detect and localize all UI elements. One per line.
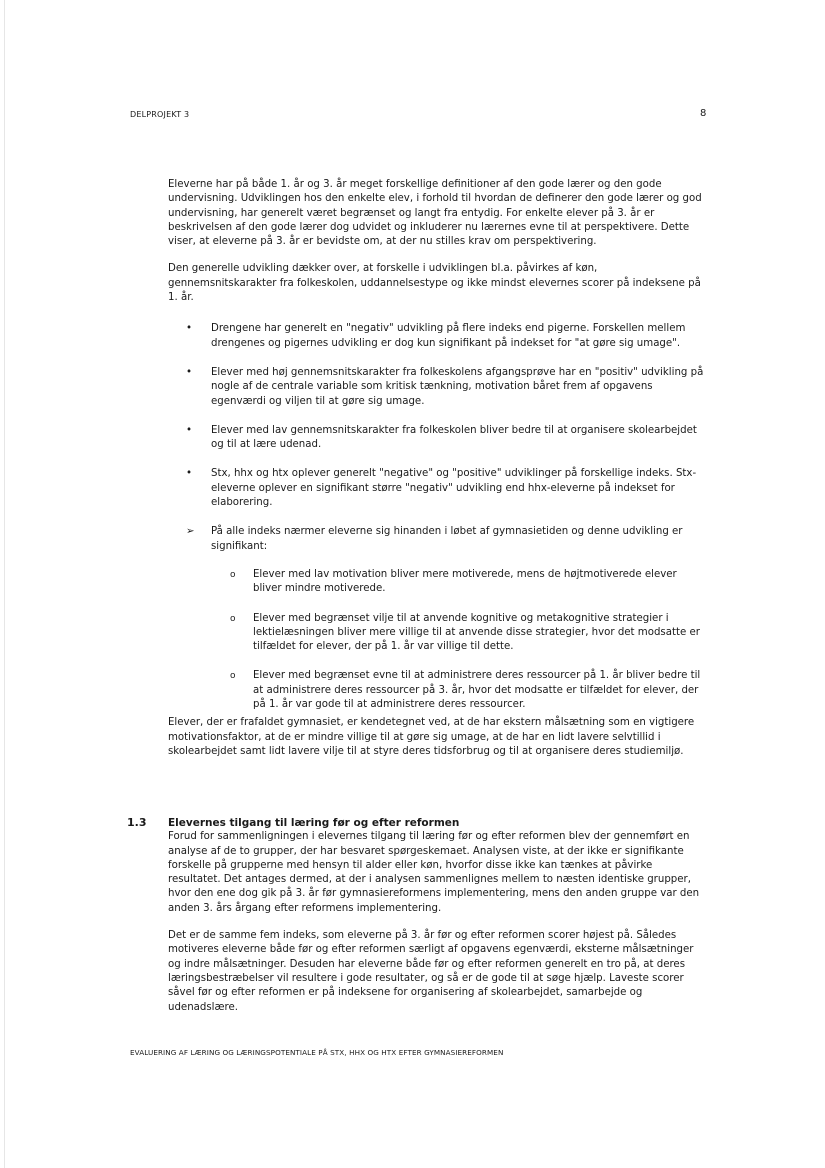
circle-bullet-icon: o <box>230 671 236 682</box>
sub-list-item <box>168 612 704 655</box>
running-footer: EVALUERING AF LÆRING OG LÆRINGSPOTENTIALE PÅ STX, HHX OG HTX EFTER GYMNASIEREFORMEN <box>130 1048 504 1057</box>
list-item-text: Drengene har generelt en "negativ" udvikling på flere indeks end pigerne. Forskellen mellem drengenes og pigernes udvikling er dog kun signifikant på indekset for "at gøre sig umage". <box>211 323 686 349</box>
arrow-bullet-icon: ➢ <box>186 526 195 538</box>
list-item-text: Elever med lav gennemsnitskarakter fra folkeskolen bliver bedre til at organisere skolearbejdet og til at lære udenad. <box>211 424 697 451</box>
list-item <box>168 467 704 510</box>
list-item <box>168 424 704 453</box>
running-header: DELPROJEKT 3 <box>130 110 190 119</box>
list-item <box>168 525 704 554</box>
list-item <box>168 322 704 351</box>
intro-paragraph-1: Eleverne har på både 1. år og 3. år meget forskellige definitioner af den gode lærer og den gode undervisning. Udviklingen hos den enkelte elev, i forhold til hvordan de definerer den gode lærer og god undervisning, har generelt været begrænset og langt fra entydig. For enkelte elever på 3. år er beskrivelsen af den gode lærer dog udvidet og inkluderer nu lærernes evne til at perspektivere. Dette viser, at eleverne på 3. år er bevidste om, at der nu stilles krav om perspektivering. <box>168 179 702 248</box>
section-number: 1.3 <box>127 816 147 829</box>
sub-findings-list <box>168 568 704 712</box>
circle-bullet-icon: o <box>230 569 236 580</box>
scan-edge-line <box>4 0 5 1168</box>
list-item-text: Elever med høj gennemsnitskarakter fra folkeskolens afgangsprøve har en "positiv" udvikling på nogle af de centrale variable som kritisk tænkning, motivation båret frem af opgavens egenværdi og viljen til at gøre sig umage. <box>211 366 704 407</box>
section-paragraph-1: Forud for sammenligningen i elevernes tilgang til læring før og efter reformen blev der gennemført en analyse af de to grupper, der har besvaret spørgeskemaet. Analysen viste, at der ikke er signifikante forskelle på grupperne med hensyn til alder eller køn, hvorfor disse ikke kan tænkes at påvirke resultatet. Det antages dermed, at der i analysen sammenlignes mellem to næsten identiske grupper, hvor den ene dog gik på 3. år før gymnasiereformens implementering, mens den anden gruppe var den anden 3. års årgang efter reformens implementering. <box>168 831 700 914</box>
list-item <box>168 366 704 409</box>
sub-list-item <box>168 669 704 712</box>
bullet-marker: • <box>186 323 193 335</box>
bullet-marker: • <box>186 468 193 480</box>
page-number: 8 <box>700 108 707 119</box>
sub-list-item <box>168 568 704 597</box>
section-title: Elevernes tilgang til læring før og efter reformen <box>168 817 460 829</box>
closing-paragraph: Elever, der er frafaldet gymnasiet, er kendetegnet ved, at de har ekstern målsætning som en vigtigere motivationsfaktor, at de er mindre villige til at gøre sig umage, at de har en lidt lavere selvtillid i skolearbejdet samt lidt lavere vilje til at styre deres tidsforbrug og til at organisere deres studiemiljø. <box>168 717 695 757</box>
findings-list <box>168 322 704 554</box>
bullet-marker: • <box>186 424 193 436</box>
list-item-text: På alle indeks nærmer eleverne sig hinanden i løbet af gymnasietiden og denne udvikling er signifikant: <box>211 526 683 552</box>
sub-list-item-text: Elever med lav motivation bliver mere motiverede, mens de højtmotiverede elever bliver mindre motiverede. <box>253 568 677 595</box>
section-1-3 <box>168 816 704 1028</box>
section-paragraph-2: Det er de samme fem indeks, som eleverne på 3. år før og efter reformen scorer højest på. Således motiveres eleverne både før og efter reformen særligt af opgavens egenværdi, eksterne målsætninger og indre målsætninger. Desuden har eleverne både før og efter reformen generelt en tro på, at deres læringsbestræbelser vil resultere i gode resultater, og så er de gode til at søge hjælp. Laveste scorer såvel før og efter reformen er på indeksene for organisering af skolearbejdet, samarbejde og udenadslære. <box>168 930 694 1013</box>
intro-paragraph-2: Den generelle udvikling dækker over, at forskelle i udviklingen bl.a. påvirkes af køn, gennemsnitskarakter fra folkeskolen, uddannelsestype og ikke mindst elevernes scorer på indeksene på 1. år. <box>168 263 701 304</box>
bullet-marker: • <box>186 366 193 378</box>
list-item-text: Stx, hhx og htx oplever generelt "negative" og "positive" udviklinger på forskellige indeks. Stx-eleverne oplever en signifikant større "negativ" udvikling end hhx-eleverne på indekset for elaborering. <box>211 468 697 509</box>
sub-list-item-text: Elever med begrænset evne til at administrere deres ressourcer på 1. år bliver bedre til at administrere deres ressourcer på 3. år, hvor det modsatte er tilfældet for elever, der på 1. år var gode til at administrere deres ressourcer. <box>253 670 701 711</box>
sub-list-item-text: Elever med begrænset vilje til at anvende kognitive og metakognitive strategier i lektielæsningen bliver mere villige til at anvende disse strategier, hvor det modsatte er tilfældet for elever, der på 1. år var villige til dette. <box>253 612 700 653</box>
circle-bullet-icon: o <box>230 613 236 624</box>
main-content <box>168 178 704 759</box>
